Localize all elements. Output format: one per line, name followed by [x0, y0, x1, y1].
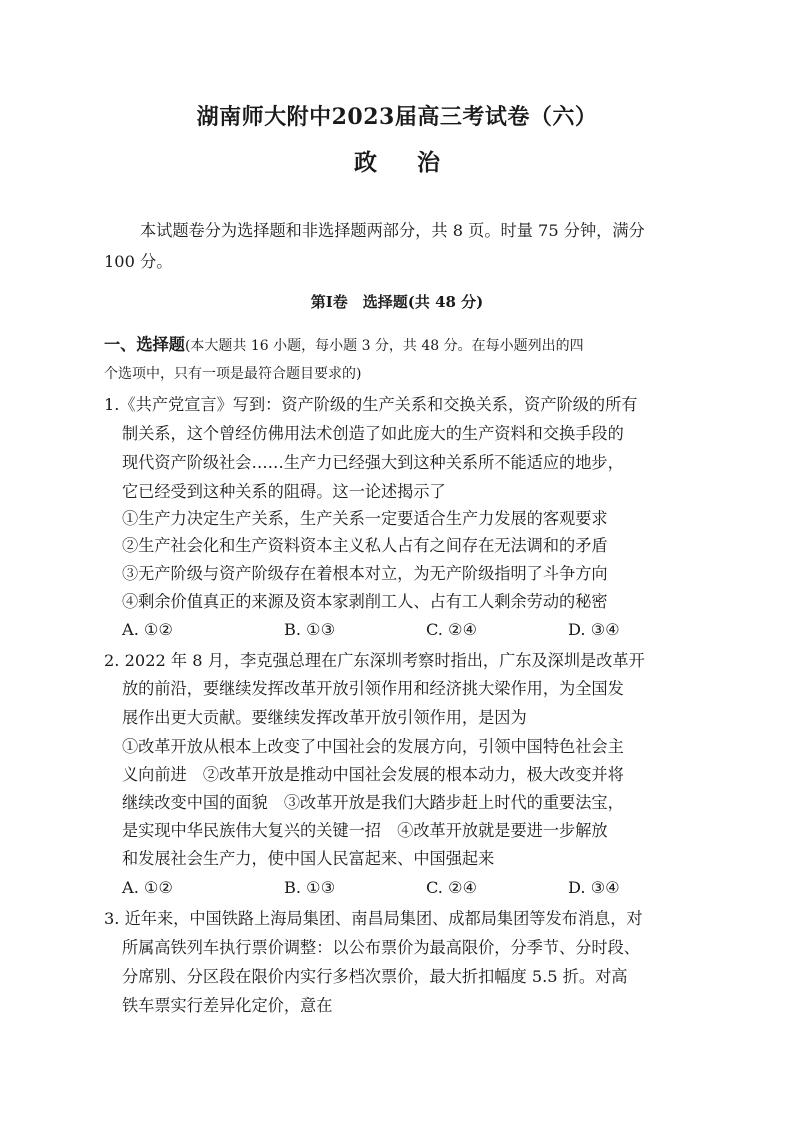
option-a: A. ①② [122, 878, 174, 897]
intro-line: 本试题卷分为选择题和非选择题两部分，共 8 页。时量 75 分钟，满分 [140, 221, 645, 240]
subject-char-2: 治 [417, 150, 440, 176]
option-b: B. ①③ [284, 620, 336, 639]
option-c: C. ②④ [426, 620, 478, 639]
option-a: A. ①② [122, 620, 174, 639]
question-line: 展作出更大贡献。要继续发挥改革开放引领作用，是因为 [122, 708, 527, 727]
question-line: 所属高铁列车执行票价调整：以公布票价为最高限价，分季节、分时段、 [122, 938, 640, 957]
statement-line: ①生产力决定生产关系，生产关系一定要适合生产力发展的客观要求 [122, 509, 608, 528]
question-line: 制关系，这个曾经仿佛用法术创造了如此庞大的生产资料和交换手段的 [122, 424, 624, 443]
statement-line: 和发展社会生产力，使中国人民富起来、中国强起来 [122, 849, 495, 868]
option-d: D. ③④ [568, 620, 620, 639]
section-heading: 第Ⅰ卷 选择题(共 48 分) [310, 293, 484, 311]
option-d: D. ③④ [568, 878, 620, 897]
question-line: 分席别、分区段在限价内实行多档次票价，最大折扣幅度 5.5 折。对高 [122, 967, 628, 986]
question-line: 2. 2022 年 8 月，李克强总理在广东深圳考察时指出，广东及深圳是改革开 [104, 651, 645, 670]
exam-title: 湖南师大附中2023届高三考试卷（六） [196, 104, 598, 130]
statement-line: 继续改变中国的面貌 ③改革开放是我们大踏步赶上时代的重要法宝， [122, 793, 624, 812]
question-line: 3. 近年来，中国铁路上海局集团、南昌局集团、成都局集团等发布消息，对 [104, 909, 643, 928]
statement-line: ③无产阶级与资产阶级存在着根本对立，为无产阶级指明了斗争方向 [122, 564, 608, 583]
option-b: B. ①③ [284, 878, 336, 897]
statement-line: ②生产社会化和生产资料资本主义私人占有之间存在无法调和的矛盾 [122, 536, 608, 555]
part-one-instructions [104, 335, 584, 356]
intro-line: 100 分。 [104, 252, 173, 271]
part-one-note: (本大题共 16 小题，每小题 3 分，共 48 分。在每小题列出的四 [184, 338, 584, 354]
part-one-heading: 一、选择题 [104, 335, 185, 354]
statement-line: ①改革开放从根本上改变了中国社会的发展方向，引领中国特色社会主 [122, 737, 624, 756]
option-c: C. ②④ [426, 878, 478, 897]
exam-subject [0, 144, 794, 177]
question-line: 它已经受到这种关系的阻碍。这一论述揭示了 [122, 482, 446, 501]
question-line: 铁车票实行差异化定价，意在 [122, 996, 333, 1015]
question-line: 1.《共产党宣言》写到：资产阶级的生产关系和交换关系，资产阶级的所有 [104, 395, 638, 414]
statement-line: ④剩余价值真正的来源及资本家剥削工人、占有工人剩余劳动的秘密 [122, 592, 608, 611]
statement-line: 是实现中华民族伟大复兴的关键一招 ④改革开放就是要进一步解放 [122, 821, 608, 840]
subject-char-1: 政 [353, 150, 377, 176]
part-one-note-cont: 个选项中，只有一项是最符合题目要求的) [104, 366, 362, 382]
question-line: 现代资产阶级社会……生产力已经强大到这种关系所不能适应的地步， [122, 453, 624, 472]
statement-line: 义向前进 ②改革开放是推动中国社会发展的根本动力，极大改变并将 [122, 765, 624, 784]
question-line: 放的前沿，要继续发挥改革开放引领作用和经济挑大梁作用，为全国发 [122, 679, 624, 698]
